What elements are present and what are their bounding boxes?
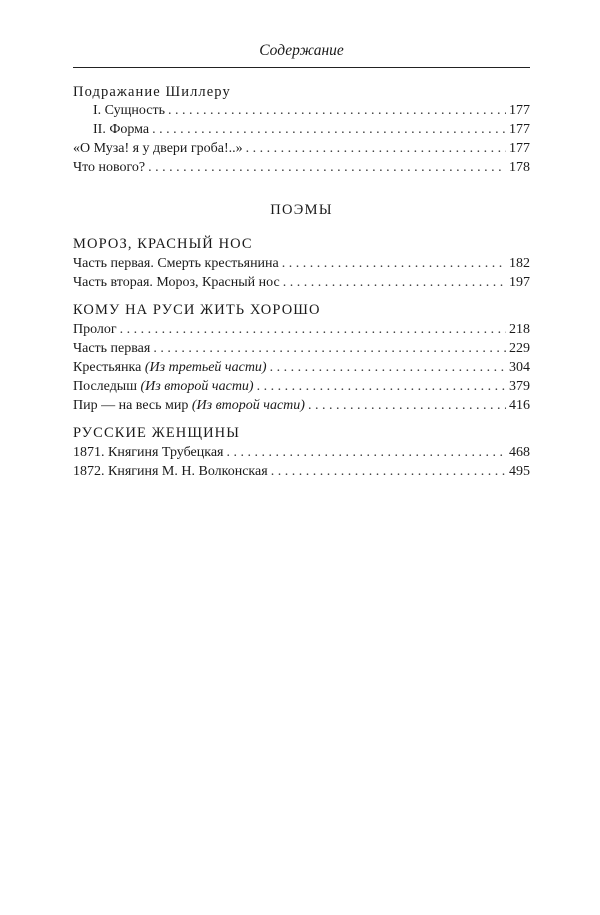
dot-leader <box>120 320 506 340</box>
toc-entry[interactable] <box>73 254 530 274</box>
dot-leader <box>148 158 506 178</box>
toc-entry[interactable] <box>73 377 530 397</box>
toc-entry-page: 177 <box>509 141 530 156</box>
dot-leader <box>308 396 506 416</box>
running-head: Содержание <box>259 42 344 59</box>
toc-entry-title <box>73 396 305 416</box>
toc-entry[interactable] <box>73 462 530 482</box>
toc-entry-title: Что нового? <box>73 160 146 175</box>
toc-entry-title: II. Форма <box>93 122 150 137</box>
toc-entry-title: Часть вторая. Мороз, Красный нос <box>73 275 280 290</box>
toc-entry-page: 218 <box>509 322 530 337</box>
toc-entry-page: 177 <box>509 122 530 137</box>
toc-entry-page: 229 <box>509 341 530 356</box>
toc-entry-page: 178 <box>509 160 530 175</box>
dot-leader <box>153 339 506 359</box>
toc-entry-title: I. Сущность <box>93 103 165 118</box>
section-title: ПОЭМЫ <box>270 202 333 218</box>
poem-title: РУССКИЕ ЖЕНЩИНЫ <box>73 425 240 441</box>
toc-entry-page: 379 <box>509 379 530 394</box>
dot-leader <box>283 273 506 293</box>
toc-entry[interactable] <box>73 339 530 359</box>
toc-entry-title <box>73 377 254 397</box>
toc-entry[interactable] <box>73 358 530 378</box>
toc-entry[interactable] <box>73 158 530 178</box>
toc-entry-title: 1872. Княгиня М. Н. Волконская <box>73 464 268 479</box>
toc-entry-name: Пир — на весь мир <box>73 398 189 413</box>
toc-entry[interactable] <box>73 443 530 463</box>
toc-entry-note: (Из второй части) <box>140 379 254 394</box>
header-divider <box>73 67 530 68</box>
toc-entry-page: 182 <box>509 256 530 271</box>
dot-leader <box>226 443 506 463</box>
toc-entry-page: 468 <box>509 445 530 460</box>
toc-entry-page: 304 <box>509 360 530 375</box>
toc-entry-title: Часть первая. Смерть крестьянина <box>73 256 279 271</box>
dot-leader <box>271 462 506 482</box>
toc-entry-title: «О Муза! я у двери гроба!..» <box>73 141 243 156</box>
toc-entry-page: 177 <box>509 103 530 118</box>
toc-entry-name: Крестьянка <box>73 360 142 375</box>
toc-entry-page: 495 <box>509 464 530 479</box>
toc-entry-title: Пролог <box>73 322 117 337</box>
poem-title: КОМУ НА РУСИ ЖИТЬ ХОРОШО <box>73 302 321 318</box>
toc-entry[interactable] <box>93 101 530 121</box>
toc-entry[interactable] <box>73 273 530 293</box>
toc-entry-page: 416 <box>509 398 530 413</box>
dot-leader <box>168 101 506 121</box>
toc-entry[interactable] <box>73 139 530 159</box>
dot-leader <box>282 254 506 274</box>
toc-entry-title <box>73 358 267 378</box>
toc-entry-title: 1871. Княгиня Трубецкая <box>73 445 224 460</box>
dot-leader <box>257 377 506 397</box>
toc-entry[interactable] <box>73 320 530 340</box>
toc-entry[interactable] <box>93 120 530 140</box>
toc-entry-page: 197 <box>509 275 530 290</box>
toc-entry-note: (Из второй части) <box>191 398 305 413</box>
dot-leader <box>270 358 506 378</box>
toc-entry-title: Часть первая <box>73 341 151 356</box>
toc-entry-name: Последыш <box>73 379 137 394</box>
toc-entry-note: (Из третьей части) <box>144 360 267 375</box>
dot-leader <box>246 139 506 159</box>
dot-leader <box>152 120 506 140</box>
poem-title: МОРОЗ, КРАСНЫЙ НОС <box>73 236 253 252</box>
toc-entry[interactable] <box>73 396 530 416</box>
group-title: Подражание Шиллеру <box>73 84 231 100</box>
